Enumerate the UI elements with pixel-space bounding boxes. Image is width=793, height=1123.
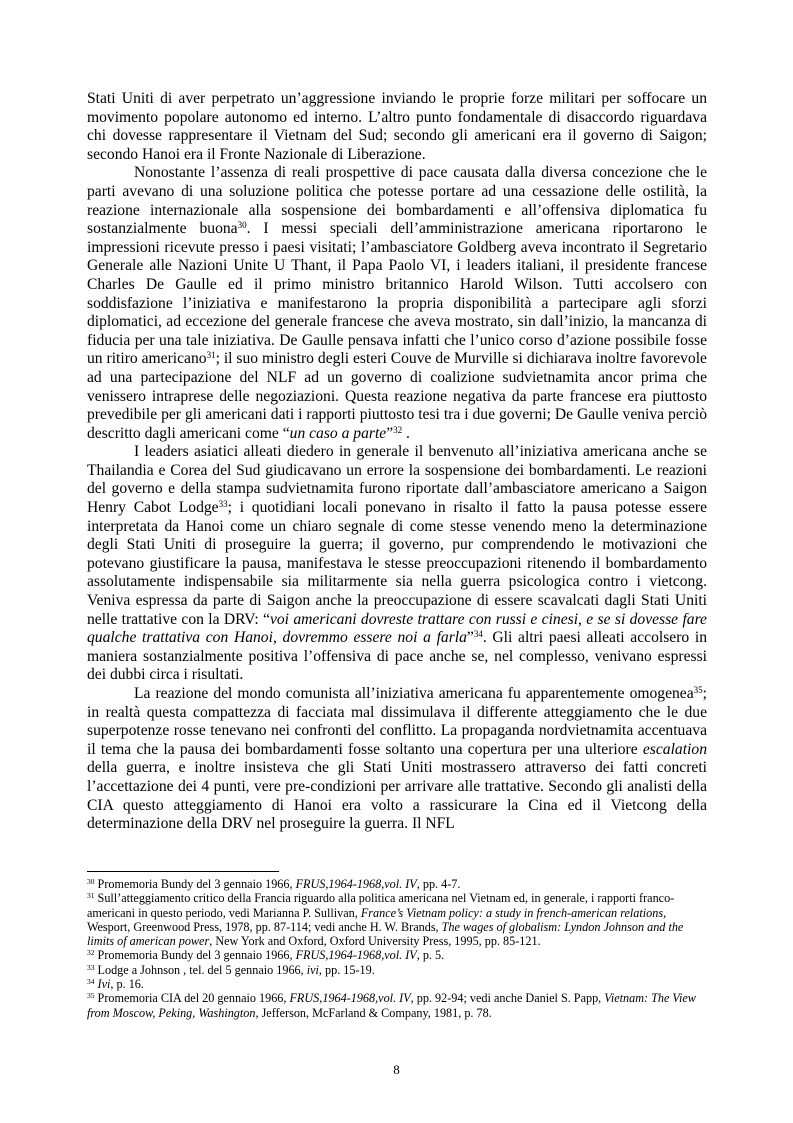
paragraph [87,90,707,164]
footnote-ref: 30 [87,877,95,886]
footnote-separator [87,871,279,872]
page-body [87,90,707,834]
main-text [87,90,707,834]
text-run: Sull’atteggiamento critico della Francia riguardo alla politica americana nel Vietnam ed, in generale, i rapporti franco-americani in questo periodo, vedi Marianna P. Sullivan, [87,891,675,920]
text-run: , Wesport, Greenwood Press, 1978, pp. 87-114; vedi anche H. W. Brands, [87,905,667,934]
text-run: ; in realtà questa compattezza di facciata mal dissimulava il differente atteggiamento che le due superpotenze rosse tenevano nei confronti del conflitto. La propaganda nordvietnamita accentuava il tema che la pausa dei bombardamenti fosse soltanto una copertura per una ulteriore [87,685,707,758]
footnote-ref: 32 [393,424,403,435]
text-run: Promemoria Bundy del 3 gennaio 1966, [94,877,296,891]
text-run: La reazione del mondo comunista all’iniziativa americana fu apparentemente omogenea [134,685,694,702]
paragraph [87,685,707,834]
footnote-ref: 35 [693,685,703,695]
footnote [87,963,707,977]
italic-text: The wages of globalism: Lyndon Johnson and the limits of american power [87,919,684,949]
text-run: , New York and Oxford, Oxford University Press, 1995, pp. 85-121. [209,934,541,949]
footnote-ref: 30 [237,220,247,231]
italic-text: escalation [642,740,707,758]
text-run: , Jefferson, McFarland & Company, 1981, p. 78. [255,1005,492,1020]
footnote-ref: 34 [473,629,483,640]
text-run: Promemoria Bundy del 3 gennaio 1966, [94,948,296,963]
footnote [87,977,707,991]
footnote [87,891,707,948]
footnote-ref: 35 [87,991,95,1001]
text-run: , pp. 4-7. [416,877,461,891]
text-run: , pp. 92-94; vedi anche Daniel S. Papp, [410,991,605,1006]
italic-text: Ivi [97,977,111,992]
text-run: Nonostante l’assenza di reali prospettive di pace causata dalla diversa concezione che le parti avevano di una soluzione politica che potesse portare ad una cessazione delle ostilità, la reazione internazionale alla sospensione dei bombardamenti e all’offensiva diplomatica fu sostanzialmente buona [87,164,707,238]
footnote-ref: 34 [87,977,95,987]
italic-text: France’s Vietnam policy: a study in french-american relations [360,905,664,920]
text-run: . I messi speciali dell’amministrazione americana riportarono le impressioni ricevute presso i paesi visitati; l’ambasciatore Goldberg aveva incontrato il Segretario Generale alle Nazioni Unite U Thant, il Papa Paolo VI, i leaders italiani, il presidente francese Charles De Gaulle ed il primo ministro britannico Harold Wilson. Tutti accolsero con soddisfazione l’iniziativa e manifestarono la propria disponibilità a partecipare agli sforzi diplomatici, ad eccezione del generale francese che aveva mostrato, sin dall’inizio, la mancanza di fiducia per una tale iniziativa. De Gaulle pensava infatti che l’unico corso d’azione possibile fosse un ritiro americano [87,220,707,368]
text-run: , p. 5. [416,948,445,963]
footnote [87,877,707,891]
text-run: . Gli altri paesi alleati accolsero in maniera sostanzialmente positiva l’offensiva di pace anche se, nel complesso, venivano espressi dei dubbi circa i risultati. [87,629,707,684]
text-run: ” [466,629,474,647]
text-run: della guerra, e inoltre insisteva che gli Stati Uniti mostrassero attraverso dei fatti concreti l’accettazione dei 4 punti, vere pre-condizioni per arrivare alle trattative. Secondo gli analisti della CIA questo atteggiamento di Hanoi era volto a rassicurare la Cina ed il Vietcong della determinazione della DRV nel proseguire la guerra. Il NFL [87,759,707,833]
text-run: , p. 16. [110,977,144,992]
italic-text: FRUS,1964-1968,vol. IV [295,877,417,891]
text-run: . [402,424,410,442]
italic-text: Vietnam: The View from Moscow, Peking, Washington [87,991,696,1020]
text-run: Promemoria CIA del 20 gennaio 1966, [94,991,290,1006]
italic-text: FRUS,1964-1968,vol. IV [295,948,417,963]
text-run: Lodge a Johnson , tel. del 5 gennaio 1966, [94,962,307,977]
footnote-ref: 32 [87,948,95,958]
italic-text: voi americani dovreste trattare con russi e cinesi, e se si dovesse fare qualche trattativa con Hanoi, dovremmo essere noi a farla [87,610,707,647]
text-run: I leaders asiatici alleati diedero in generale il benvenuto all’iniziativa americana anche se Thailandia e Corea del Sud giudicavano un errore la sospensione dei bombardamenti. Le reazioni del governo e della stampa sudvietnamita furono riportate dall’ambasciatore americano a Saigon Henry Cabot Lodge [87,443,707,517]
text-run: ” [386,424,394,442]
italic-text: FRUS,1964-1968,vol. IV [289,991,411,1006]
footnote-ref: 31 [206,350,216,361]
paragraph [87,443,707,685]
footnote [87,948,707,962]
footnote [87,991,707,1020]
footnotes [87,877,707,1020]
text-run: Stati Uniti di aver perpetrato un’aggressione inviando le proprie forze militari per soffocare un movimento popolare autonomo ed interno. L’altro punto fondamentale di disaccordo riguardava chi dovesse rappresentare il Vietnam del Sud; secondo gli americani era il governo di Saigon; secondo Hanoi era il Fronte Nazionale di Liberazione. [87,90,707,163]
text-run: ; i quotidiani locali ponevano in risalto il fatto la pausa potesse essere interpretata da Hanoi come un chiaro segnale di come stesse venendo meno la determinazione degli Stati Uniti di proseguire la guerra; il governo, pur comprendendo le motivazioni che potevano giustificare la pausa, manifestava le stesse preoccupazioni ritenendo il bombardamento assolutamente indispensabile sia militarmente sia nella guerra psicologica contro i vietcong. Veniva espressa da parte di Saigon anche la preoccupazione di essere scavalcati dagli Stati Uniti nelle trattative con la DRV: “ [87,499,708,628]
italic-text: ivi [306,962,319,977]
footnote-ref: 33 [218,499,228,510]
page-number: 8 [393,1062,400,1077]
paragraph [87,164,707,443]
text-run: , pp. 15-19. [318,962,375,977]
italic-text: un caso a parte [289,424,387,442]
footnote-ref: 33 [87,962,95,972]
footnote-ref: 31 [87,891,95,901]
text-run: ; il suo ministro degli esteri Couve de Murville si dichiarava inoltre favorevole ad una partecipazione del NLF ad un governo di coalizione sudvietnamita ancor prima che venissero intraprese delle negoziazioni. Questa reazione negativa da parte francese era piuttosto prevedibile per gli americani dati i rapporti piuttosto tesi tra i due governi; De Gaulle veniva perciò descritto dagli americani come “ [87,350,707,442]
